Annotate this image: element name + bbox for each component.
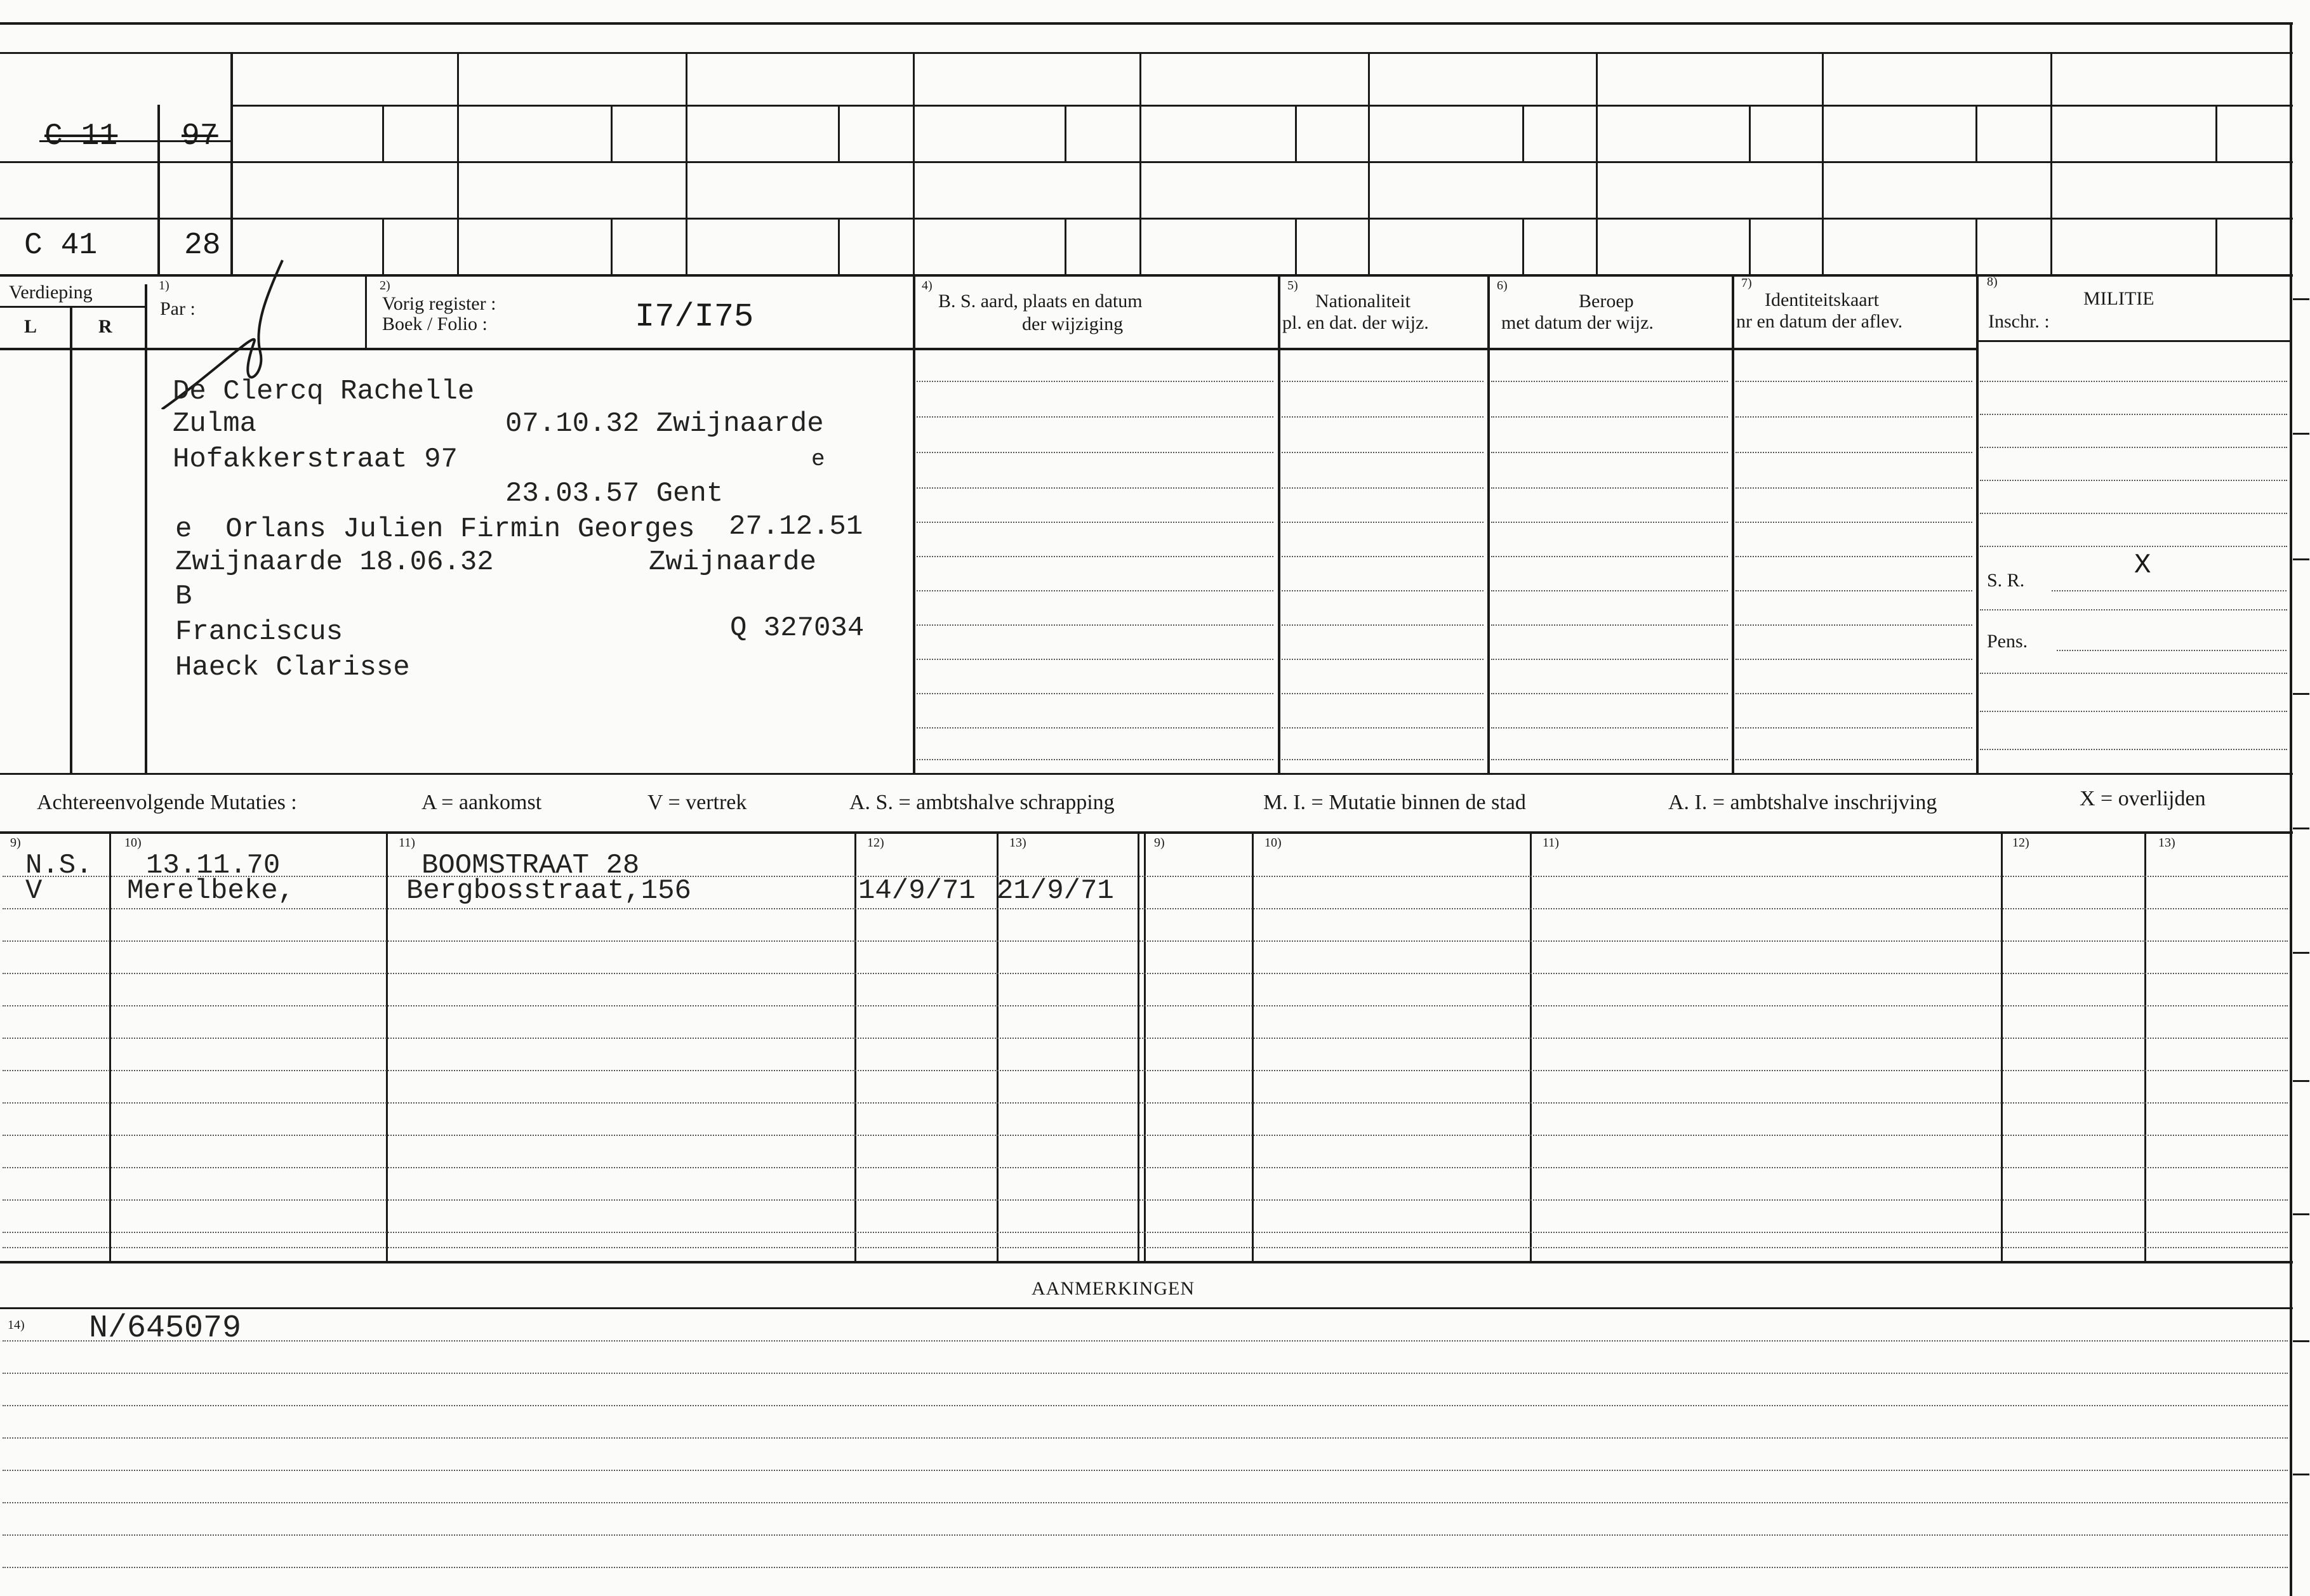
dotted-line	[1736, 759, 1972, 760]
top-border	[0, 22, 2293, 25]
mutation-0-date: 13.11.70	[146, 850, 281, 881]
l-label: L	[24, 316, 37, 337]
margin-tick	[2293, 1213, 2309, 1215]
dotted-line	[1980, 381, 2287, 382]
grid-line	[1732, 274, 1734, 774]
mutation-0-type: N.S.	[25, 850, 93, 881]
grid-line	[230, 52, 233, 274]
person-address: Hofakkerstraat 97	[173, 444, 458, 475]
dotted-line	[1736, 416, 1972, 418]
person-birth: 07.10.32 Zwijnaarde	[505, 408, 824, 440]
col-12b-number: 12)	[2012, 836, 2029, 850]
col-6-header-2: met datum der wijz.	[1501, 312, 1654, 333]
grid-tick	[382, 218, 384, 275]
margin-tick	[2293, 433, 2309, 435]
grid-line	[1530, 831, 1532, 1262]
grid-line	[145, 284, 147, 774]
spouse-birth: Zwijnaarde 18.06.32	[175, 546, 494, 578]
dotted-line	[3, 1502, 2288, 1503]
col-11-number: 11)	[399, 836, 415, 850]
dotted-line	[1282, 416, 1484, 418]
col-8-number: 8)	[1987, 275, 1998, 289]
dotted-line	[1282, 624, 1484, 626]
pens-label: Pens.	[1987, 631, 2028, 652]
dotted-line	[1736, 522, 1972, 523]
sr-line	[2052, 590, 2287, 591]
grid-tick	[838, 218, 840, 275]
dotted-line	[3, 1373, 2288, 1374]
grid-tick	[1749, 218, 1751, 275]
margin-tick	[2293, 298, 2309, 300]
mutation-1-type: V	[25, 875, 43, 907]
verdieping-label: Verdieping	[9, 282, 93, 303]
dotted-line	[3, 876, 2288, 877]
dotted-line	[1282, 759, 1484, 760]
col-4-number: 4)	[922, 279, 933, 293]
spouse-name: e Orlans Julien Firmin Georges	[175, 513, 695, 545]
col-10b-number: 10)	[1265, 836, 1282, 850]
strike-line	[39, 140, 233, 142]
inschr-label: Inschr. :	[1988, 311, 2050, 332]
grid-tick	[1065, 218, 1066, 275]
mutation-1-address: Bergbosstraat,156	[406, 875, 691, 907]
dotted-line	[1282, 556, 1484, 557]
col-9b-number: 9)	[1154, 836, 1165, 850]
dotted-line	[3, 1199, 2288, 1201]
dotted-line	[1491, 624, 1728, 626]
mutation-1-d13: 21/9/71	[997, 875, 1114, 907]
dotted-line	[1282, 693, 1484, 694]
boek-folio-value: I7/I75	[635, 298, 754, 336]
dotted-line	[917, 487, 1273, 489]
grid-line	[1487, 274, 1490, 774]
dotted-line	[1736, 727, 1972, 729]
person-e-mark: e	[811, 446, 825, 472]
dotted-line	[1980, 749, 2287, 750]
grid-line	[2050, 52, 2052, 274]
dotted-line	[1736, 487, 1972, 489]
grid-line	[1976, 274, 1979, 774]
dotted-line	[1282, 659, 1484, 660]
grid-tick	[2215, 218, 2217, 275]
dotted-line	[3, 1470, 2288, 1471]
grid-line	[0, 306, 146, 308]
dotted-line	[3, 1405, 2288, 1406]
grid-tick	[611, 105, 613, 162]
dotted-line	[3, 1340, 2288, 1342]
margin-tick	[2293, 1080, 2309, 1082]
r-label: R	[98, 316, 112, 337]
grid-tick	[1295, 218, 1297, 275]
grid-line	[913, 52, 915, 274]
dotted-line	[3, 1437, 2288, 1439]
dotted-line	[3, 1167, 2288, 1168]
margin-tick	[2293, 558, 2309, 560]
dotted-line	[1736, 659, 1972, 660]
right-border	[2290, 22, 2292, 1596]
grid-line	[1977, 340, 2291, 342]
dotted-line	[1491, 381, 1728, 382]
dotted-line	[917, 522, 1273, 523]
dotted-line	[1491, 487, 1728, 489]
legend-overlijden: X = overlijden	[2080, 787, 2206, 810]
pens-line	[2057, 650, 2287, 651]
dotted-line	[1980, 513, 2287, 514]
grid-line	[365, 274, 367, 348]
legend-vertrek: V = vertrek	[647, 791, 747, 814]
grid-tick	[2215, 105, 2217, 162]
dotted-line	[917, 416, 1273, 418]
grid-tick	[1065, 105, 1066, 162]
dotted-line	[1980, 546, 2287, 547]
dotted-line	[917, 693, 1273, 694]
grid-line	[0, 52, 2293, 54]
grid-line	[0, 218, 230, 220]
col-7-header-1: Identiteitskaart	[1765, 289, 1879, 310]
mother-name: Haeck Clarisse	[175, 652, 410, 683]
grid-line	[1144, 831, 1146, 1262]
dotted-line	[917, 759, 1273, 760]
code-left: C 41	[24, 228, 98, 263]
dotted-line	[1491, 416, 1728, 418]
col-7-number: 7)	[1741, 276, 1752, 290]
legend-title: Achtereenvolgende Mutaties :	[37, 791, 297, 814]
father-name: Franciscus	[175, 616, 343, 648]
sr-value: X	[2134, 550, 2151, 581]
grid-tick	[1522, 105, 1524, 162]
grid-line	[70, 306, 72, 774]
grid-line	[0, 161, 2293, 163]
grid-line	[1252, 831, 1254, 1262]
table-top-line	[0, 831, 2293, 834]
margin-tick	[2293, 1340, 2309, 1342]
dotted-line	[917, 659, 1273, 660]
dotted-line	[3, 1567, 2288, 1568]
margin-tick	[2293, 693, 2309, 695]
col-5-header-1: Nationaliteit	[1315, 291, 1411, 312]
dotted-line	[3, 1135, 2288, 1136]
col-2-number: 2)	[380, 279, 390, 293]
grid-line	[2001, 831, 2003, 1262]
militie-label: MILITIE	[2083, 288, 2154, 309]
grid-tick	[1522, 218, 1524, 275]
dotted-line	[1491, 590, 1728, 591]
boek-folio-label: Boek / Folio :	[382, 313, 488, 334]
header-bottom-line	[0, 348, 1977, 350]
dotted-line	[3, 1232, 2288, 1233]
legend-aankomst: A = aankomst	[422, 791, 542, 814]
grid-line	[1596, 52, 1598, 274]
col-5-number: 5)	[1287, 279, 1298, 293]
dotted-line	[1736, 452, 1972, 453]
old-code-left: C 11	[44, 119, 118, 154]
grid-line	[1278, 274, 1280, 774]
col-14-number: 14)	[8, 1318, 25, 1332]
dotted-line	[917, 624, 1273, 626]
margin-tick	[2293, 1474, 2309, 1475]
mutation-1-d12: 14/9/71	[858, 875, 976, 907]
dotted-line	[1736, 693, 1972, 694]
margin-tick	[2293, 952, 2309, 954]
person-code: Q 327034	[730, 612, 865, 644]
dotted-line	[917, 556, 1273, 557]
dotted-line	[1980, 609, 2287, 610]
dotted-line	[1282, 522, 1484, 523]
dotted-line	[1980, 711, 2287, 712]
dotted-line	[1282, 590, 1484, 591]
dotted-line	[1491, 727, 1728, 729]
dotted-line	[1491, 522, 1728, 523]
dotted-line	[917, 381, 1273, 382]
dotted-line	[3, 1070, 2288, 1071]
col-6-number: 6)	[1497, 279, 1508, 293]
col-4-header-2: der wijziging	[1022, 313, 1124, 334]
margin-tick	[2293, 828, 2309, 829]
grid-tick	[838, 105, 840, 162]
dotted-line	[917, 452, 1273, 453]
col-9-number: 9)	[10, 836, 21, 850]
grid-line	[0, 218, 2293, 220]
dotted-line	[3, 1102, 2288, 1104]
dotted-line	[3, 1534, 2288, 1536]
par-label: Par :	[160, 298, 196, 319]
grid-line	[457, 52, 459, 274]
vorig-register-label: Vorig register :	[382, 293, 496, 314]
col-5-header-2: pl. en dat. der wijz.	[1282, 312, 1429, 333]
grid-line	[0, 274, 2293, 277]
mutation-0-address: BOOMSTRAAT 28	[422, 850, 640, 881]
grid-line	[1138, 831, 1139, 1262]
dotted-line	[3, 908, 2288, 909]
dotted-line	[1980, 447, 2287, 448]
grid-tick	[1975, 218, 1977, 275]
remarks-title: AANMERKINGEN	[1032, 1278, 1195, 1299]
col-6-header-1: Beroep	[1579, 291, 1634, 312]
section-divider	[0, 773, 2293, 775]
old-code-right: 97	[182, 119, 218, 154]
grid-line	[686, 52, 687, 274]
dotted-line	[1736, 381, 1972, 382]
dotted-line	[1736, 624, 1972, 626]
grid-tick	[1295, 105, 1297, 162]
dotted-line	[1491, 452, 1728, 453]
dotted-line	[1282, 487, 1484, 489]
grid-line	[1139, 52, 1141, 274]
legend-schrapping: A. S. = ambtshalve schrapping	[849, 791, 1115, 814]
grid-line	[2144, 831, 2146, 1262]
spouse-date: 27.12.51	[729, 511, 863, 543]
col-11b-number: 11)	[1543, 836, 1559, 850]
table-bottom-line	[0, 1261, 2293, 1263]
grid-tick	[611, 218, 613, 275]
mutation-1-date: Merelbeke,	[127, 875, 295, 907]
dotted-line	[1282, 727, 1484, 729]
dotted-line	[1736, 590, 1972, 591]
dotted-line	[1491, 693, 1728, 694]
dotted-line	[1282, 452, 1484, 453]
grid-tick	[1975, 105, 1977, 162]
dotted-line	[3, 1247, 2288, 1248]
grid-line	[1822, 52, 1824, 274]
dotted-line	[3, 1005, 2288, 1006]
person-b: B	[175, 581, 192, 612]
grid-tick	[1749, 105, 1751, 162]
col-4-header-1: B. S. aard, plaats en datum	[938, 291, 1143, 312]
grid-line	[109, 831, 111, 1262]
sr-label: S. R.	[1987, 570, 2025, 591]
col-1-number: 1)	[159, 279, 169, 293]
dotted-line	[1491, 759, 1728, 760]
remarks-top-line	[0, 1307, 2293, 1309]
grid-line	[1368, 52, 1370, 274]
person-date-2: 23.03.57 Gent	[505, 478, 724, 510]
dotted-line	[1736, 556, 1972, 557]
code-right: 28	[184, 228, 221, 263]
col-12-number: 12)	[867, 836, 884, 850]
col-7-header-2: nr en datum der aflev.	[1736, 311, 1903, 332]
remarks-value: N/645079	[89, 1310, 242, 1347]
dotted-line	[1282, 381, 1484, 382]
col-13b-number: 13)	[2158, 836, 2175, 850]
grid-tick	[382, 105, 384, 162]
grid-line	[230, 105, 2293, 107]
grid-line	[854, 831, 856, 1262]
dotted-line	[3, 973, 2288, 974]
spouse-place: Zwijnaarde	[649, 546, 817, 578]
dotted-line	[1980, 414, 2287, 415]
legend-mutatie-stad: M. I. = Mutatie binnen de stad	[1263, 791, 1526, 814]
person-name: De Clercq Rachelle	[173, 376, 475, 407]
dotted-line	[3, 940, 2288, 942]
col-13-number: 13)	[1009, 836, 1026, 850]
grid-line	[913, 274, 915, 774]
col-10-number: 10)	[124, 836, 142, 850]
dotted-line	[917, 727, 1273, 729]
grid-line	[386, 831, 388, 1262]
dotted-line	[3, 1038, 2288, 1039]
legend-inschrijving: A. I. = ambtshalve inschrijving	[1668, 791, 1937, 814]
dotted-line	[917, 590, 1273, 591]
dotted-line	[1980, 480, 2287, 481]
dotted-line	[1491, 556, 1728, 557]
person-first-name: Zulma	[173, 408, 257, 440]
dotted-line	[1980, 673, 2287, 674]
grid-line	[157, 105, 160, 275]
dotted-line	[1491, 659, 1728, 660]
